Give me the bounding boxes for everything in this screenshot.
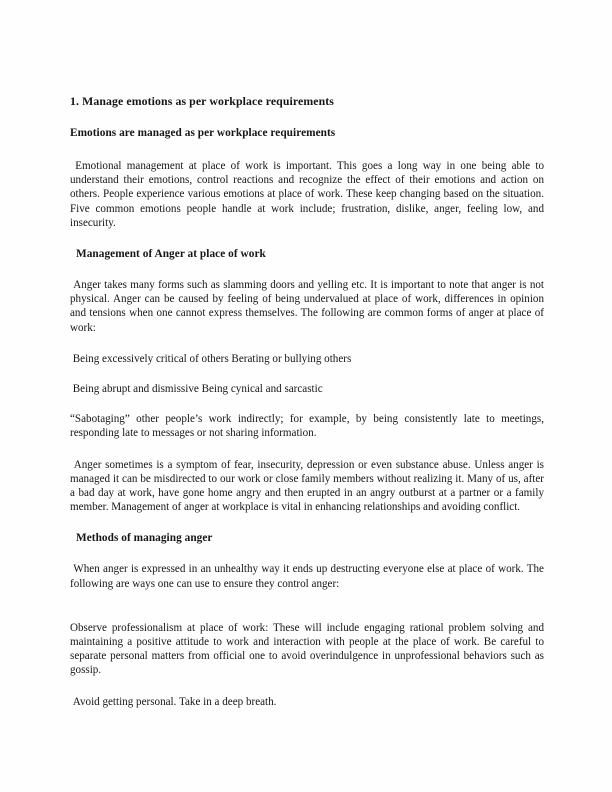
- page-title: 1. Manage emotions as per workplace requirements: [70, 94, 334, 108]
- subtitle-heading: Emotions are managed as per workplace requirements: [70, 127, 336, 139]
- paragraph-anger-forms: Anger takes many forms such as slamming doors and yelling etc. It is important to note that anger is not physical. Anger can be caused by feeling of being undervalued at place of work, differences in opinion and tensions when one cannot express themselves. The following are common forms of anger at place of work:: [70, 279, 547, 334]
- paragraph-intro: Emotional management at place of work is important. This goes a long way in one being able to understand their emotions, control reactions and recognize the effect of their emotions and action on others. People experience various emotions at place of work. These keep changing based on the situation. Five common emotions people handle at work include; frustration, dislike, anger, feeling low, and insecurity.: [70, 160, 547, 229]
- document-body: [70, 94, 547, 726]
- heading-methods-of-managing-anger: Methods of managing anger: [76, 532, 213, 545]
- paragraph-methods-intro: When anger is expressed in an unhealthy way it ends up destructing everyone else at place of work. The following are ways one can use to ensure they control anger:: [70, 563, 547, 590]
- paragraph-method-avoid-personal: Avoid getting personal. Take in a deep breath.: [70, 695, 277, 708]
- paragraph-anger-form-2: Being abrupt and dismissive Being cynical and sarcastic: [70, 383, 323, 396]
- paragraph-anger-symptom: Anger sometimes is a symptom of fear, insecurity, depression or even substance abuse. Unless anger is managed it can be misdirected to our work or close family members without realizing it. Many of us, after a bad day at work, have gone home angry and then erupted in an angry outburst at a partner or a family member. Management of anger at workplace is vital in enhancing relationships and avoiding conflict.: [70, 458, 547, 514]
- paragraph-anger-form-3: “Sabotaging” other people’s work indirectly; for example, by being consistently late to meetings, responding late to messages or not sharing information.: [70, 413, 547, 440]
- paragraph-method-professionalism: Observe professionalism at place of work: These will include engaging rational problem solving and maintaining a positive attitude to work and interaction with people at the place of work. Be careful to separate personal matters from official one to avoid overindulgence in unprofessional behaviors such as gossip.: [70, 621, 547, 677]
- paragraph-anger-form-1: Being excessively critical of others Berating or bullying others: [70, 352, 352, 365]
- heading-anger-management: Management of Anger at place of work: [76, 248, 266, 261]
